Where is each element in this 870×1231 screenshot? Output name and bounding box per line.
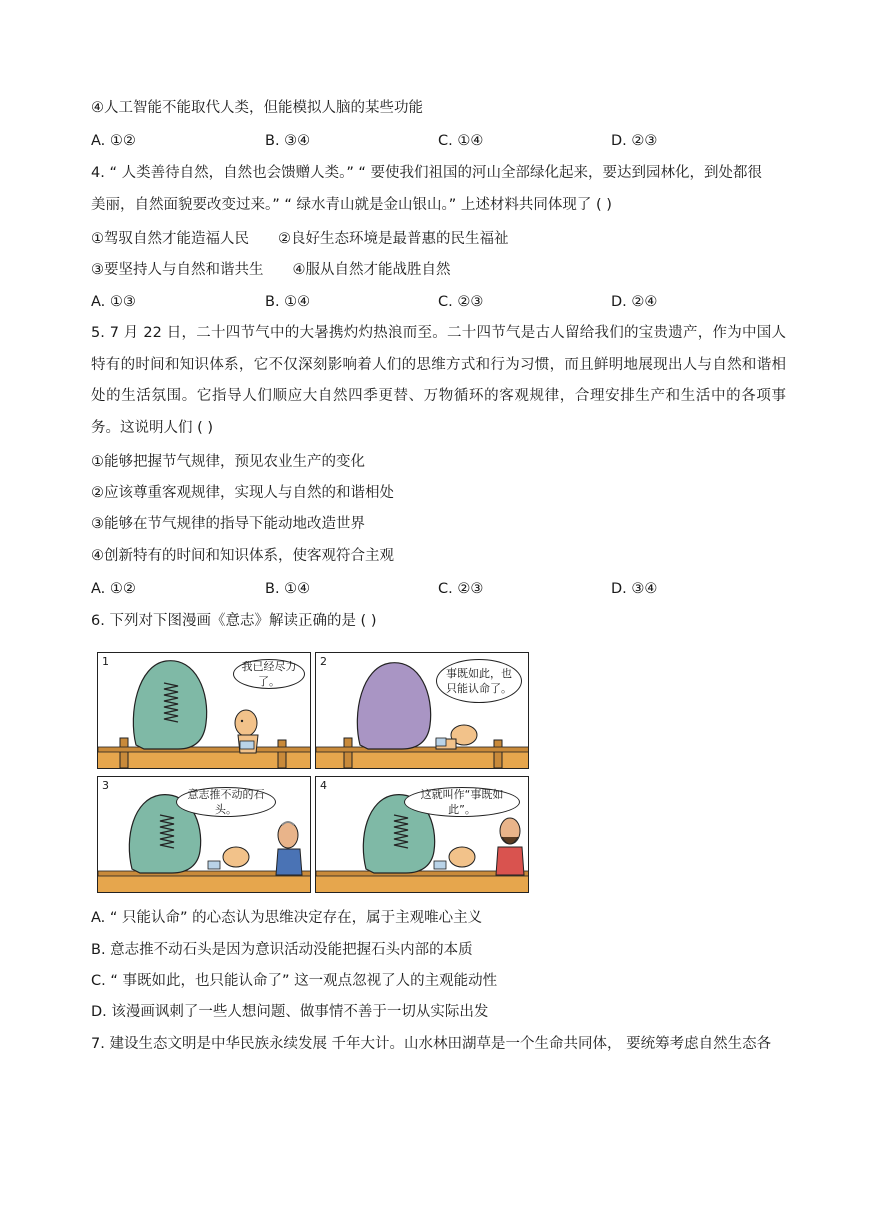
- comic-panel-3: [97, 776, 311, 893]
- q3-option-c[interactable]: C. ①④: [438, 133, 484, 149]
- comic-panel-2-speech: 事既如此，也只能认命了。: [436, 659, 522, 703]
- comic-panel-1-speech: 我已经尽力了。: [233, 659, 305, 689]
- q3-option-d[interactable]: D. ②③: [611, 133, 658, 149]
- q6-stem: 6. 下列对下图漫画《意志》解读正确的是 ( ): [91, 613, 377, 629]
- q6-option-a[interactable]: A. “ 只能认命” 的心态认为思维决定存在，属于主观唯心主义: [91, 910, 483, 926]
- q3-option-b[interactable]: B. ③④: [265, 133, 311, 149]
- q4-option-d[interactable]: D. ②④: [611, 294, 658, 310]
- q4-items-line-2: ③要坚持人与自然和谐共生 ④服从自然才能战胜自然: [91, 262, 451, 278]
- q5-option-a[interactable]: A. ①②: [91, 581, 136, 597]
- q4-stem-line-2: 美丽，自然面貌要改变过来。” “ 绿水青山就是金山银山。” 上述材料共同体现了 ( ): [91, 197, 612, 213]
- q5-item-1: ①能够把握节气规律，预见农业生产的变化: [91, 454, 365, 470]
- comic-panel-1-number: 1: [102, 655, 109, 668]
- comic-panel-4-number: 4: [320, 779, 327, 792]
- q4-items-line-1: ①驾驭自然才能造福人民 ②良好生态环境是最普惠的民生福祉: [91, 231, 509, 247]
- q6-option-d[interactable]: D. 该漫画讽刺了一些人想问题、做事情不善于一切从实际出发: [91, 1004, 489, 1020]
- q7-stem-line-1: 7. 建设生态文明是中华民族永续发展 千年大计。山水林田湖草是一个生命共同体， 要统筹考虑自然生态各: [91, 1036, 772, 1052]
- q4-option-a[interactable]: A. ①③: [91, 294, 136, 310]
- q5-item-3: ③能够在节气规律的指导下能动地改造世界: [91, 516, 365, 532]
- comic-panel-3-number: 3: [102, 779, 109, 792]
- q3-item-4: ④人工智能不能取代人类，但能模拟人脑的某些功能: [91, 100, 423, 116]
- q5-item-4: ④创新特有的时间和知识体系，使客观符合主观: [91, 548, 394, 564]
- q5-stem: 5. 7 月 22 日，二十四节气中的大暑携灼灼热浪而至。二十四节气是古人留给我们的宝贵遗产，作为中国人特有的时间和知识体系，它不仅深刻影响着人们的思维方式和行为习惯，而且鲜明地展现出人与自然和谐相处的生活氛围。它指导人们顺应大自然四季更替、万物循环的客观规律，合理安排生产和生活中的各项事务。这说明人们 ( ): [91, 325, 786, 436]
- q5-option-b[interactable]: B. ①④: [265, 581, 311, 597]
- q6-option-b[interactable]: B. 意志推不动石头是因为意识活动没能把握石头内部的本质: [91, 942, 473, 958]
- q4-option-c[interactable]: C. ②③: [438, 294, 484, 310]
- q5-option-d[interactable]: D. ③④: [611, 581, 658, 597]
- q5-item-2: ②应该尊重客观规律，实现人与自然的和谐相处: [91, 485, 394, 501]
- q4-option-b[interactable]: B. ①④: [265, 294, 311, 310]
- comic-panel-4: [315, 776, 529, 893]
- comic-panel-1: [97, 652, 311, 769]
- comic-will: [97, 652, 531, 893]
- comic-panel-4-speech: 这就叫作“事既如此”。: [404, 787, 520, 817]
- q5-option-c[interactable]: C. ②③: [438, 581, 484, 597]
- q3-option-a[interactable]: A. ①②: [91, 133, 136, 149]
- comic-panel-3-speech: 意志推不动的石头。: [176, 787, 276, 817]
- comic-panel-2-number: 2: [320, 655, 327, 668]
- q6-option-c[interactable]: C. “ 事既如此，也只能认命了” 这一观点忽视了人的主观能动性: [91, 973, 498, 989]
- q4-stem-line-1: 4. “ 人类善待自然，自然也会馈赠人类。” “ 要使我们祖国的河山全部绿化起来，要达到园林化，到处都很: [91, 165, 763, 181]
- comic-panel-2: [315, 652, 529, 769]
